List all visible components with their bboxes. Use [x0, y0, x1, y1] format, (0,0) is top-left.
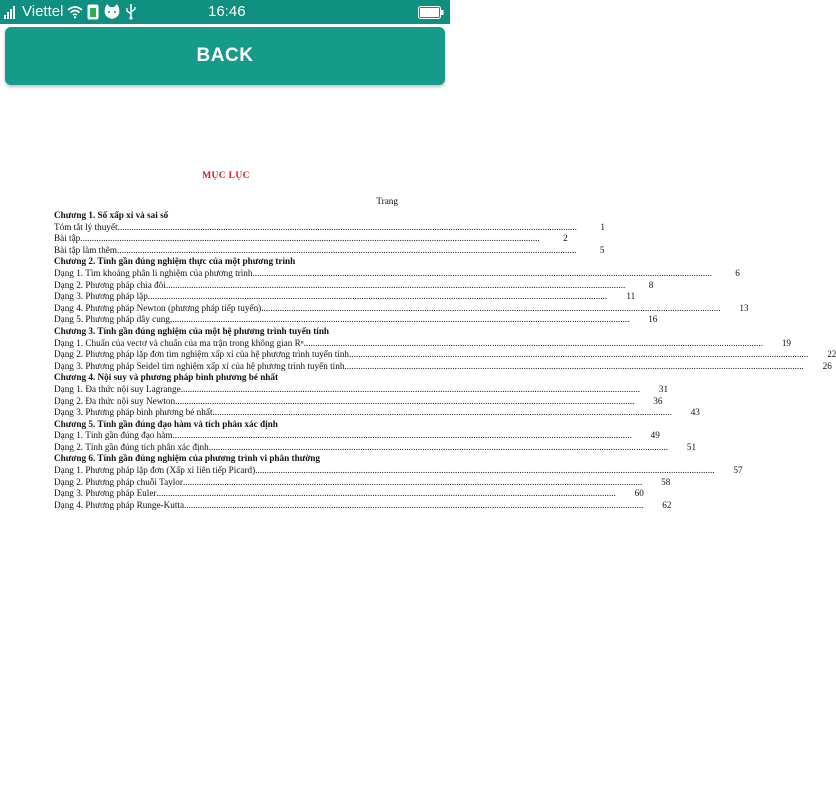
toc-entry-text: Dạng 5. Phương pháp dây cung: [54, 314, 170, 325]
toc-entry-text: Dạng 2. Đa thức nội suy Newton: [54, 395, 176, 406]
toc-title: MỤC LỤC: [202, 170, 250, 181]
table-of-contents: [54, 170, 836, 511]
toc-chapter: [54, 326, 398, 338]
toc-page-number: 1: [600, 221, 605, 232]
toc-entry: [54, 499, 672, 512]
toc-page-number: 31: [658, 383, 669, 394]
dot-leader: ........................................................................................................................................................................................................: [147, 291, 608, 302]
toc-page-number: 57: [733, 465, 743, 476]
toc-page-number: 22: [827, 349, 836, 360]
battery-saver-icon: [87, 4, 99, 20]
toc-page-number: 11: [626, 291, 636, 302]
dot-leader: ........................................................................................................................................................................................................: [261, 302, 721, 313]
dot-leader: ........................................................................................................................................................................................................: [344, 360, 804, 371]
toc-page-number: 51: [686, 441, 697, 452]
toc-entry: [54, 279, 654, 292]
toc-entry-text: Dạng 2. Phương pháp chia đôi: [54, 279, 166, 290]
toc-entry: [54, 291, 636, 303]
dot-leader: ........................................................................................................................................................................................................: [117, 244, 577, 255]
carrier-name: Viettel: [22, 3, 64, 20]
toc-entry-text: Bài tập: [54, 233, 81, 244]
toc-entry: [54, 360, 832, 373]
toc-entry-text: Tóm tắt lý thuyết: [54, 221, 118, 232]
toc-page-number: 58: [661, 476, 671, 487]
toc-entry-text: Chương 2. Tính gần đúng nghiệm thực của một phương trình: [54, 256, 296, 267]
battery-icon: [418, 6, 444, 19]
toc-entry: [54, 383, 669, 396]
usb-icon: [125, 4, 137, 20]
toc-entry: [54, 407, 700, 419]
toc-page-number: 62: [662, 499, 672, 510]
toc-entry-text: Bài tập làm thêm: [54, 244, 118, 255]
status-left: [4, 3, 137, 20]
toc-entry: [54, 221, 605, 234]
toc-entry: [54, 314, 658, 326]
dot-leader: ........................................................................................................................................................................................................: [182, 476, 643, 487]
toc-entry-text: Dạng 1. Tính gần đúng đạo hàm: [54, 430, 173, 441]
dot-leader: ........................................................................................................................................................................................................: [172, 430, 632, 441]
dot-leader: ........................................................................................................................................................................................................: [303, 337, 763, 348]
toc-chapter: [54, 453, 398, 465]
status-bar: [0, 0, 450, 24]
wifi-icon: [67, 5, 83, 19]
toc-page-number: 60: [634, 488, 644, 499]
toc-chapter: [54, 210, 398, 222]
toc-entry: [54, 488, 644, 500]
toc-list: [54, 210, 836, 511]
toc-page-number: 2: [563, 233, 568, 244]
toc-entry-text: Chương 6. Tính gần đúng nghiệm của phương trình vi phân thường: [54, 453, 321, 464]
toc-page-number: 16: [648, 314, 658, 325]
dot-leader: ........................................................................................................................................................................................................: [117, 221, 577, 232]
toc-page-number: 49: [650, 430, 660, 441]
toc-entry-text: Dạng 3. Phương pháp lặp: [54, 291, 148, 302]
toc-entry-text: Dạng 2. Phương pháp chuỗi Taylor: [54, 476, 183, 487]
toc-entry: [54, 233, 568, 245]
toc-entry-text: Dạng 2. Phương pháp lặp đơn tìm nghiệm xấp xỉ của hệ phương trình tuyến tính: [54, 349, 350, 360]
toc-entry: [54, 465, 743, 477]
dot-leader: ........................................................................................................................................................................................................: [349, 349, 809, 360]
toc-chapter: [54, 372, 398, 384]
toc-chapter: [54, 256, 398, 268]
toc-entry-text: Chương 3. Tính gần đúng nghiệm của một hệ phương trình tuyến tính: [54, 325, 330, 336]
dot-leader: ........................................................................................................................................................................................................: [180, 383, 641, 394]
toc-page-number: 36: [653, 395, 663, 406]
toc-entry-text: Dạng 1. Đa thức nội suy Lagrange: [54, 383, 181, 394]
toc-entry-text: Dạng 3. Phương pháp bình phương bé nhất: [54, 407, 213, 418]
cat-icon: [103, 4, 121, 20]
toc-entry: [54, 395, 663, 408]
toc-page-number: 13: [739, 302, 749, 313]
clock: 16:46: [208, 3, 246, 20]
toc-entry-text: Dạng 3. Phương pháp Seidel tìm nghiệm xấp xỉ của hệ phương trình tuyến tính: [54, 360, 345, 371]
dot-leader: ........................................................................................................................................................................................................: [80, 233, 540, 244]
toc-entry-text: Chương 4. Nội suy và phương pháp bình phương bé nhất: [54, 372, 279, 383]
toc-page-number: 8: [648, 279, 654, 290]
dot-leader: ........................................................................................................................................................................................................: [208, 441, 669, 452]
dot-leader: ........................................................................................................................................................................................................: [252, 267, 712, 278]
toc-page-number: 6: [735, 267, 740, 278]
toc-page-number: 5: [599, 244, 605, 255]
toc-entry-text: Dạng 1. Chuẩn của vectơ và chuẩn của ma trận trong không gian Rⁿ: [54, 337, 304, 348]
toc-entry-text: Chương 1. Số xấp xỉ và sai số: [54, 210, 169, 220]
toc-entry-text: Dạng 4. Phương pháp Newton (phương pháp tiếp tuyến): [54, 302, 262, 313]
toc-entry-text: Dạng 4. Phương pháp Runge-Kutta: [54, 499, 185, 510]
toc-page-number: 26: [822, 360, 832, 371]
back-button[interactable]: BACK: [5, 27, 445, 85]
toc-entry: [54, 476, 671, 489]
dot-leader: ........................................................................................................................................................................................................: [165, 279, 626, 290]
toc-entry-text: Dạng 3. Phương pháp Euler: [54, 488, 157, 499]
dot-leader: ........................................................................................................................................................................................................: [255, 465, 715, 476]
toc-entry: [54, 430, 660, 442]
toc-entry-text: Chương 5. Tính gần đúng đạo hàm và tích phân xác định: [54, 418, 278, 429]
toc-page-number: 19: [781, 337, 791, 348]
toc-entry: [54, 244, 605, 257]
dot-leader: ........................................................................................................................................................................................................: [170, 314, 630, 325]
toc-entry: [54, 337, 791, 350]
status-right: [418, 6, 444, 19]
toc-entry: [54, 267, 740, 280]
toc-entry-text: Dạng 1. Phương pháp lặp đơn (Xấp xỉ liên tiếp Picard): [54, 465, 256, 476]
dot-leader: ........................................................................................................................................................................................................: [212, 407, 672, 418]
toc-entry-text: Dạng 1. Tìm khoảng phân li nghiệm của phương trình: [54, 267, 253, 278]
toc-entry: [54, 302, 749, 315]
page-column-header: Trang: [376, 196, 398, 206]
toc-entry: [54, 441, 697, 454]
signal-icon: [4, 5, 18, 19]
dot-leader: ........................................................................................................................................................................................................: [156, 488, 616, 499]
toc-entry-text: Dạng 2. Tính gần đúng tích phân xác định: [54, 441, 209, 452]
toc-entry: [54, 349, 836, 361]
dot-leader: ........................................................................................................................................................................................................: [184, 499, 644, 510]
dot-leader: ........................................................................................................................................................................................................: [175, 395, 635, 406]
toc-chapter: [54, 419, 398, 431]
toc-page-number: 43: [690, 407, 700, 418]
